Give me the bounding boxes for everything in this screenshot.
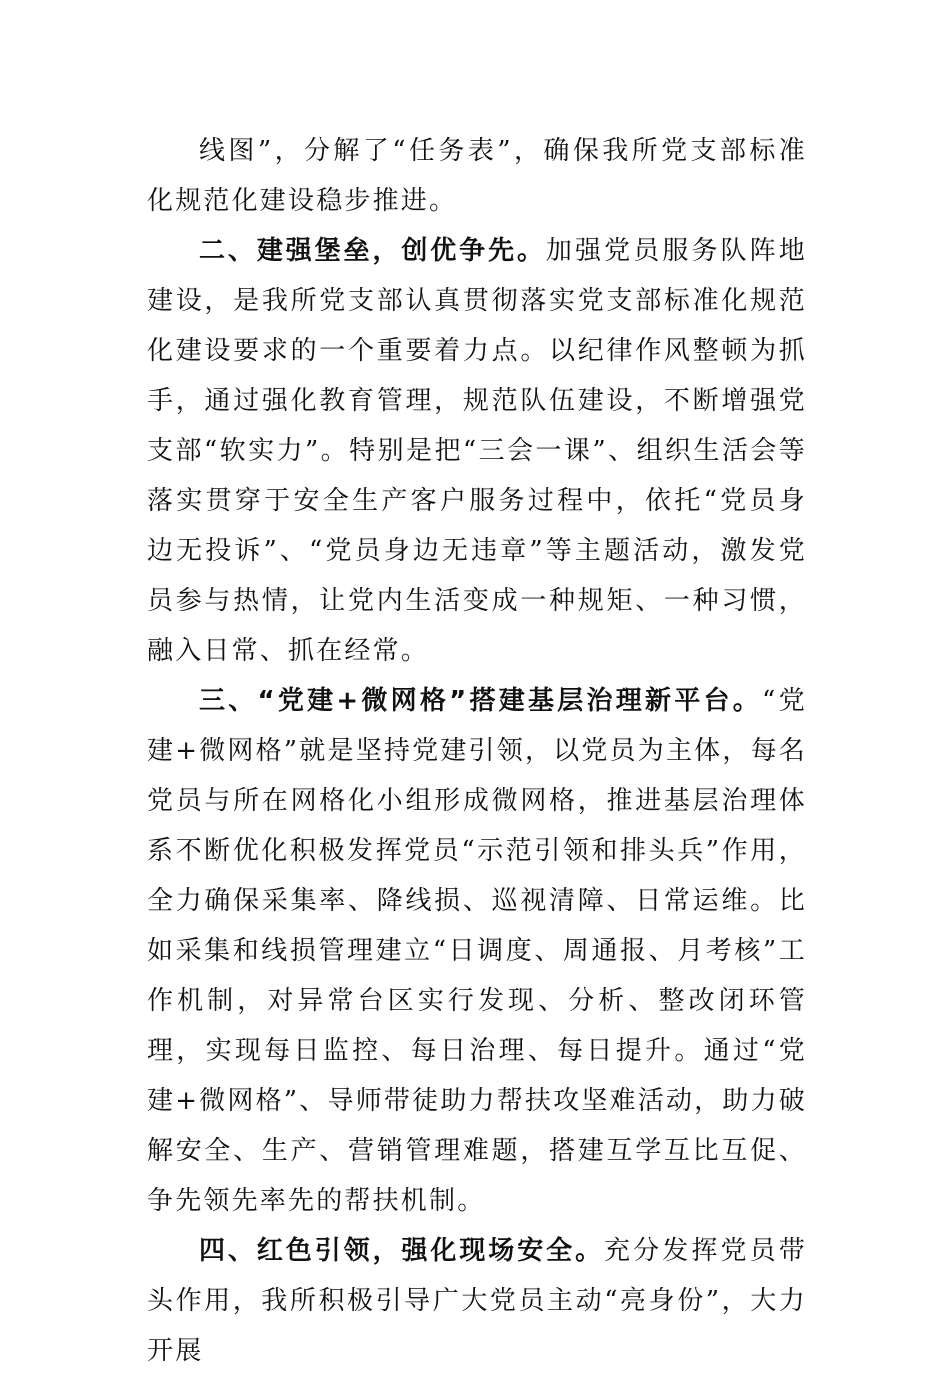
section-heading: 三、“党建+微网格”搭建基层治理新平台。	[199, 686, 763, 716]
section-heading: 四、红色引领，强化现场安全。	[199, 1236, 605, 1266]
paragraph-body: 充分发挥党员带头作用，我所积极引导广大党员主动“亮身份”，大力开展	[147, 1236, 807, 1366]
paragraph-section-3	[147, 676, 807, 1226]
paragraph-body: 线图”，分解了“任务表”，确保我所党支部标准化规范化建设稳步推进。	[147, 136, 807, 216]
paragraph-body: 加强党员服务队阵地建设，是我所党支部认真贯彻落实党支部标准化规范化建设要求的一个重要着力点。以纪律作风整顿为抓手，通过强化教育管理，规范队伍建设，不断增强党支部“软实力”。特别是把“三会一课”、组织生活会等落实贯穿于安全生产客户服务过程中，依托“党员身边无投诉”、“党员身边无违章”等主题活动，激发党员参与热情，让党内生活变成一种规矩、一种习惯，融入日常、抓在经常。	[147, 236, 807, 666]
document-body	[147, 126, 807, 1376]
paragraph-section-2	[147, 226, 807, 676]
section-heading: 二、建强堡垒，创优争先。	[199, 236, 546, 266]
paragraph-body: “党建+微网格”就是坚持党建引领，以党员为主体，每名党员与所在网格化小组形成微网格，推进基层治理体系不断优化积极发挥党员“示范引领和排头兵”作用，全力确保采集率、降线损、巡视清障、日常运维。比如采集和线损管理建立“日调度、周通报、月考核”工作机制，对异常台区实行发现、分析、整改闭环管理，实现每日监控、每日治理、每日提升。通过“党建+微网格”、导师带徒助力帮扶攻坚难活动，助力破解安全、生产、营销管理难题，搭建互学互比互促、争先领先率先的帮扶机制。	[147, 686, 807, 1216]
paragraph-continuation	[147, 126, 807, 226]
paragraph-section-4	[147, 1226, 807, 1376]
